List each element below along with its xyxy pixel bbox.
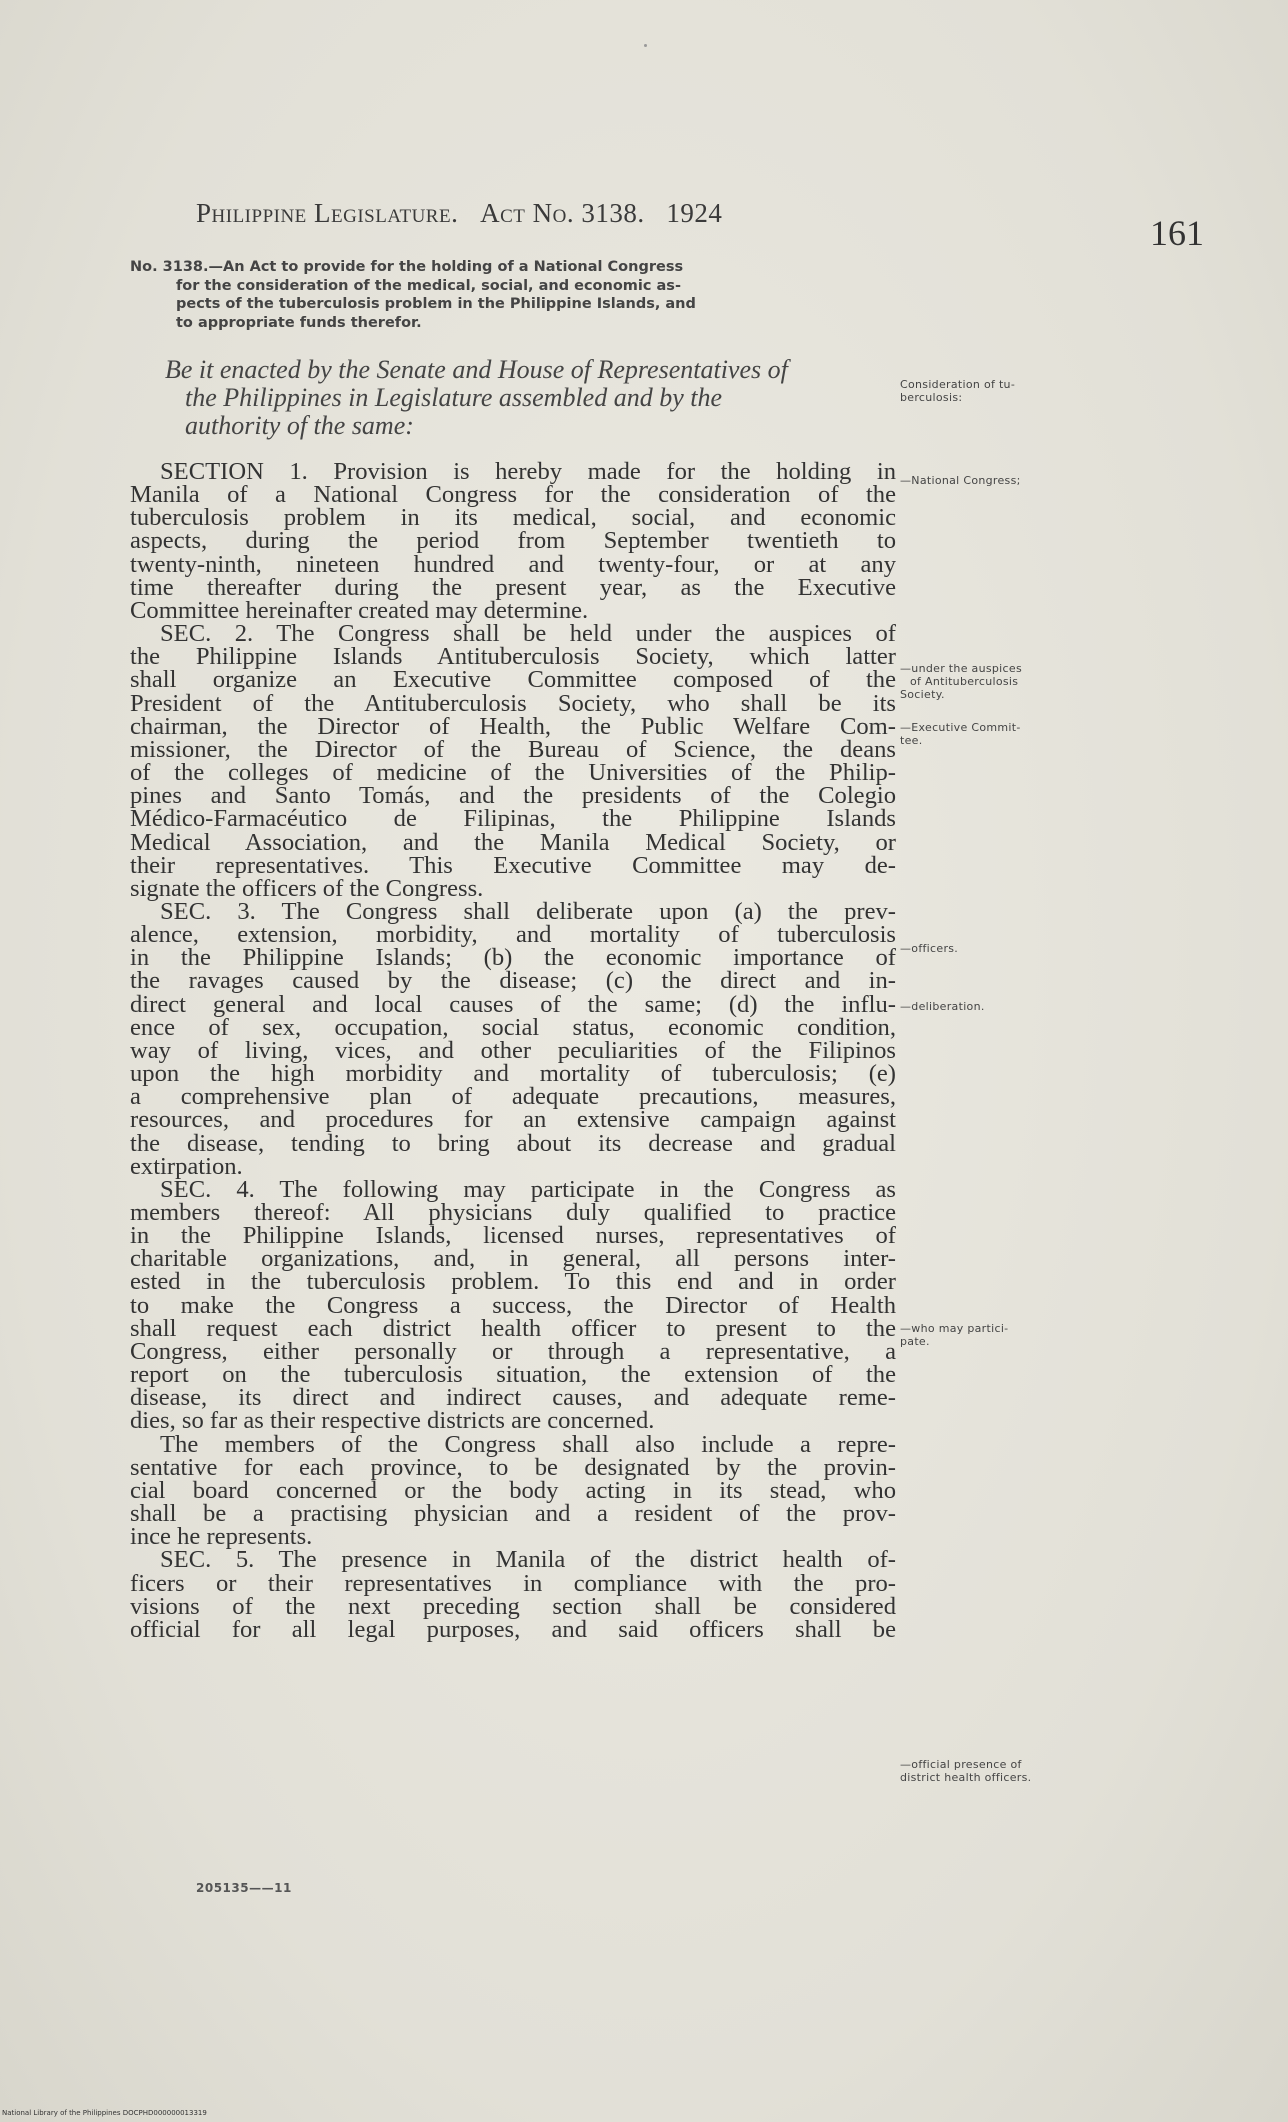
section-3-line: the ravages caused by the disease; (c) the direct and in- [130,967,896,995]
section-3-line: the disease, tending to bring about its decrease and gradual [130,1129,896,1157]
section-3-line: in the Philippine Islands; (b) the economic importance of [130,944,896,972]
margin-note-auspices [900,662,1100,701]
margin-note-official-line-1: —official presence of [900,1758,1022,1771]
margin-note-auspices-line-2: of Antituberculosis [910,675,1019,688]
section-4-line: members thereof: All physicians duly qualified to practice [130,1199,896,1226]
section-2-line: chairman, the Director of Health, the Public Welfare Com- [130,712,896,740]
act-title-line-1: No. 3138.—An Act to provide for the holding of a National Congress [130,259,684,275]
margin-note-deliberation: —deliberation. [900,1000,985,1013]
paper-speck [644,44,647,47]
section-3-line: SEC. 3. The Congress shall deliberate upon (a) the prev- [160,897,896,925]
section-4-line: charitable organizations, and, in general, all persons inter- [130,1245,896,1273]
section-1-line: aspects, during the period from September twentieth to [130,527,896,555]
scan-credit: National Library of the Philippines DOCPHD000000013319 [2,2109,207,2117]
section-5-line: visions of the next preceding section shall be considered [130,1592,896,1620]
section-2-line: their representatives. This Executive Committee may de- [130,851,896,879]
section-2-line: President of the Antituberculosis Society, who shall be its [130,689,896,717]
section-2-line: the Philippine Islands Antituberculosis Society, which latter [130,643,896,671]
section-4-line: in the Philippine Islands, licensed nurses, representatives of [130,1222,896,1250]
margin-note-participate-line-2: pate. [900,1335,930,1348]
act-title-line-3: pects of the tuberculosis problem in the Philippine Islands, and [176,296,696,312]
section-5-line: official for all legal purposes, and said officers shall be [130,1615,896,1643]
section-3-line: upon the high morbidity and mortality of tuberculosis; (e) [130,1060,896,1088]
margin-note-official-presence [900,1758,1100,1784]
section-4-line: report on the tuberculosis situation, the extension of the [130,1361,896,1389]
margin-note-consideration-line-2: berculosis: [900,391,963,404]
section-2-line: signate the officers of the Congress. [130,874,484,902]
margin-note-consideration [900,378,1100,404]
margin-note-auspices-line-1: —under the auspices [900,662,1022,675]
section-2-line: shall organize an Executive Committee composed of the [130,666,896,694]
running-head-legislature: Philippine Legislature. [196,198,459,228]
margin-note-auspices-line-3: Society. [900,688,945,701]
section-4-line: dies, so far as their respective districts are concerned. [130,1407,655,1435]
section-4-line: SEC. 4. The following may participate in the Congress as [160,1175,896,1203]
section-1-line: tuberculosis problem in its medical, social, and economic [130,504,896,532]
section-4 [130,1175,896,1435]
section-3-line: way of living, vices, and other peculiarities of the Filipinos [130,1036,896,1064]
section-3-line: a comprehensive plan of adequate precautions, measures, [130,1083,896,1111]
section-1-line: Committee hereinafter created may determine. [130,596,589,624]
page-number: 161 [1150,213,1204,253]
section-2-line: Medical Association, and the Manila Medical Society, or [130,828,896,856]
section-1 [130,460,896,622]
section-5-line: SEC. 5. The presence in Manila of the district health of- [160,1546,896,1574]
enacting-line-3: authority of the same: [185,411,414,440]
margin-note-executive-committee [900,721,1100,747]
margin-note-executive-line-1: —Executive Commit- [900,721,1021,734]
enacting-line-1: Be it enacted by the Senate and House of Representatives of [165,355,788,384]
section-3-line: alence, extension, morbidity, and mortality of tuberculosis [130,921,896,949]
running-head-year: 1924 [666,198,723,228]
section-4-continued [130,1430,896,1551]
section-1-line: time thereafter during the present year, as the Executive [130,573,896,601]
margin-note-consideration-line-1: Consideration of tu- [900,378,1016,391]
section-2-line: missioner, the Director of the Bureau of Science, the deans [130,735,896,763]
section-2-line: Médico-Farmacéutico de Filipinas, the Philippine Islands [130,805,896,833]
section-3-line: resources, and procedures for an extensive campaign against [130,1106,896,1134]
running-head-act: Act No. 3138. [480,198,645,228]
enacting-clause [165,356,895,440]
section-3 [130,897,896,1180]
section-1-line: twenty-ninth, nineteen hundred and twenty-four, or at any [130,550,896,578]
margin-note-national-congress: —National Congress; [900,474,1021,487]
running-head [196,198,722,229]
section-3-line: direct general and local causes of the same; (d) the influ- [130,990,896,1018]
section-2-line: pines and Santo Tomás, and the presidents of the Colegio [130,782,896,810]
section-4-line: shall request each district health officer to present to the [130,1314,896,1342]
section-3-line: ence of sex, occupation, social status, economic condition, [130,1013,896,1041]
section-1-line: SECTION 1. Provision is hereby made for the holding in [160,458,896,485]
section-4b-line: shall be a practising physician and a resident of the prov- [130,1500,896,1528]
margin-note-who-may-participate [900,1322,1100,1348]
section-4-line: Congress, either personally or through a representative, a [130,1337,896,1365]
act-title [130,258,900,332]
section-4-line: to make the Congress a success, the Director of Health [130,1291,896,1319]
section-5 [130,1548,896,1641]
section-1-line: Manila of a National Congress for the consideration of the [130,481,896,509]
section-2-line: SEC. 2. The Congress shall be held under the auspices of [160,620,896,648]
section-4-line: ested in the tuberculosis problem. To this end and in order [130,1268,896,1296]
section-3-line: extirpation. [130,1152,243,1180]
section-4b-line: ince he represents. [130,1523,313,1551]
act-body [130,460,896,1641]
act-title-line-2: for the consideration of the medical, social, and economic as- [176,277,681,294]
enacting-line-2: the Philippines in Legislature assembled and by the [185,383,723,412]
section-4b-line: cial board concerned or the body acting in its stead, who [130,1476,896,1504]
section-5-line: ficers or their representatives in compliance with the pro- [130,1569,896,1597]
printer-code: 205135——11 [196,1881,292,1895]
section-4b-line: The members of the Congress shall also include a repre- [160,1430,896,1458]
margin-note-officers: —officers. [900,942,959,955]
margin-note-participate-line-1: —who may partici- [900,1322,1009,1335]
section-2-line: of the colleges of medicine of the Universities of the Philip- [130,759,896,787]
section-4-line: disease, its direct and indirect causes, and adequate reme- [130,1384,896,1412]
margin-note-executive-line-2: tee. [900,734,923,747]
act-title-line-4: to appropriate funds therefor. [176,314,422,331]
section-2 [130,622,896,900]
section-4b-line: sentative for each province, to be designated by the provin- [130,1453,896,1481]
margin-note-official-line-2: district health officers. [900,1771,1032,1784]
